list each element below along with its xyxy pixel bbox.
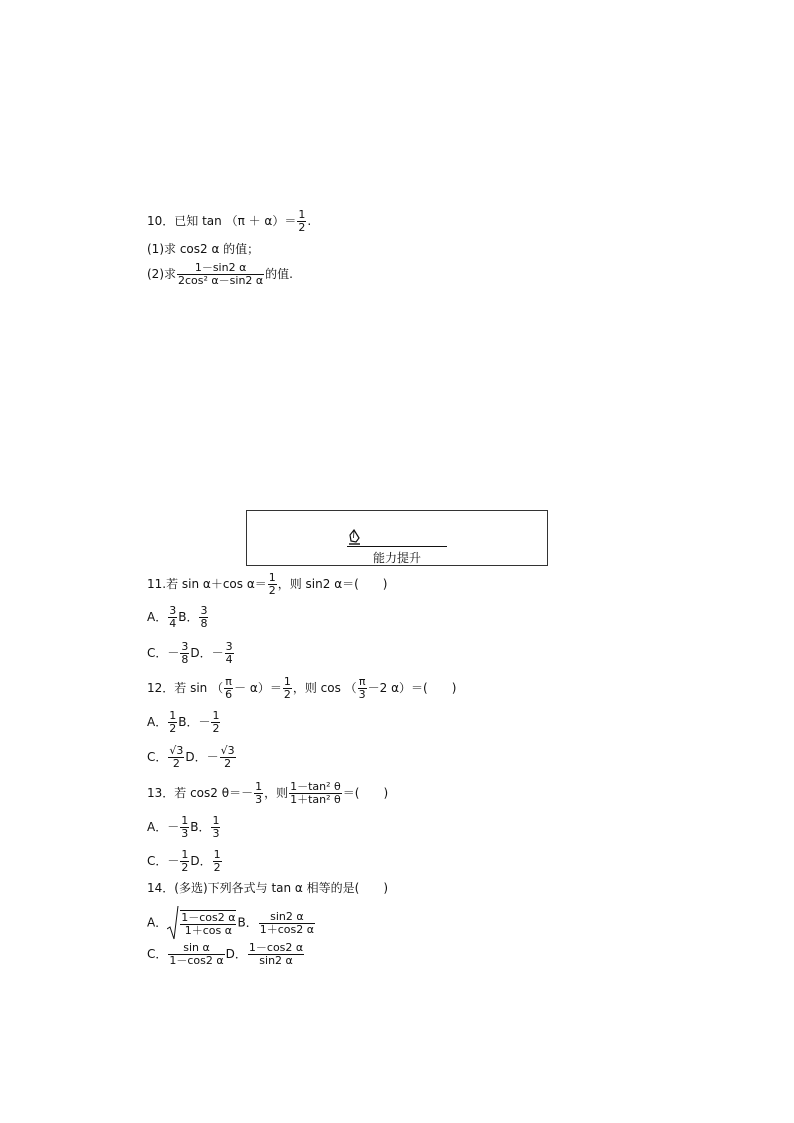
q14-stem: 14．(多选)下列各式与 tan α 相等的是( ) (147, 881, 389, 895)
q12-options-ab: A． $\frac{1}{2}$ B．－ $\frac{1}{2}$ (147, 709, 220, 735)
q10-text: 10．已知 tan （π ＋ α）＝ (147, 214, 297, 228)
section-underline (347, 546, 447, 547)
q12-stem: 12．若 sin （ $\frac{\pi}{6}$ － α）＝ $\frac{1}{2}$ ，则 cos （ $\frac{\pi}{3}$ －2 α）＝( ) (147, 675, 457, 701)
q14-options-cd: C． $\frac{\text{sin α}}{1-\cos 2 \alpha}$ D． $\frac{1-\cos 2 \alpha}{\sin 2 \alpha}$ (147, 941, 304, 967)
q11-options-cd: C．－ $\frac{3}{8}$ D．－ $\frac{3}{4}$ (147, 640, 233, 666)
q13-stem: 13．若 cos2 θ＝－ $\frac{1}{3}$ ，则 $\frac{\text{1－tan² θ}}{\text{1＋tan² θ}}$ ＝( ) (147, 780, 389, 806)
q10-part2-fraction: $\frac{1-\sin 2 \alpha}{\text{2cos² α－sin2 α}}$ (178, 261, 264, 287)
sqrt-symbol (167, 905, 179, 941)
section-header-box (246, 510, 548, 566)
section-title: 能力提升 (372, 551, 421, 565)
q13-options-cd: C．－ $\frac{1}{2}$ D． $\frac{1}{2}$ (147, 848, 221, 874)
q13-options-ab: A．－ $\frac{1}{3}$ B． $\frac{1}{3}$ (147, 814, 220, 840)
q10-part2: (2)求 $\frac{1-\sin 2 \alpha}{\text{2cos² α－sin2 α}}$ 的值. (147, 261, 293, 287)
q11-options-ab: A． $\frac{3}{4}$ B． $\frac{3}{8}$ (147, 604, 208, 630)
q11-stem: 11.若 sin α＋cos α＝ $\frac{1}{2}$ ，则 sin2 α＝( ) (147, 571, 388, 597)
q10-stem: 10．已知 tan （π ＋ α）＝ $\frac{1}{2}$ . (147, 208, 312, 234)
q14-options-ab: A． $\frac{1-\cos 2 \alpha}{\text{1＋cos α}}$ B． $\frac{\sin 2 \alpha}{1+\cos 2 \alpha}$ (147, 905, 316, 941)
q10-part1: (1)求 cos2 α 的值； (147, 242, 260, 256)
q10-fraction: $\frac{1}{2}$ (298, 208, 306, 234)
q12-options-cd: C． $\frac{√3}{2}$ D．－ $\frac{√3}{2}$ (147, 744, 235, 770)
